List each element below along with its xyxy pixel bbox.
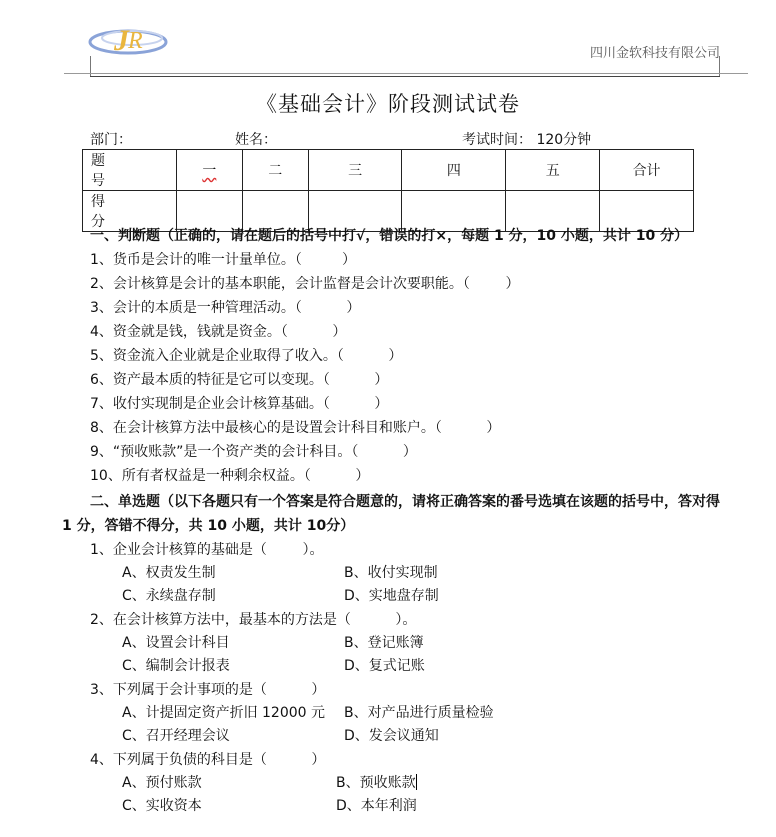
option-d: D、本年利润 bbox=[336, 798, 417, 814]
question-item: 2、会计核算是会计的基本职能，会计监督是会计次要职能。（ ） bbox=[90, 276, 520, 292]
table-cell: 合计 bbox=[600, 150, 694, 191]
svg-text:R: R bbox=[128, 28, 143, 54]
text-cursor bbox=[416, 774, 417, 790]
table-cell: 四 bbox=[402, 150, 506, 191]
header-rule bbox=[64, 73, 748, 74]
option-d: D、复式记账 bbox=[344, 658, 425, 674]
question-item: 6、资产最本质的特征是它可以变现。（ ） bbox=[90, 372, 389, 388]
score-table bbox=[82, 149, 694, 232]
name-label: 姓名： bbox=[235, 132, 277, 148]
department-label: 部门： bbox=[90, 132, 132, 148]
question-item: 10、所有者权益是一种剩余权益。（ ） bbox=[90, 468, 370, 484]
question-item: 4、资金就是钱，钱就是资金。（ ） bbox=[90, 324, 347, 340]
option-row bbox=[62, 562, 726, 585]
option-a: A、预付账款 bbox=[122, 775, 202, 791]
option-c: C、实收资本 bbox=[122, 798, 202, 814]
table-cell bbox=[176, 150, 242, 191]
question-item: 3、会计的本质是一种管理活动。（ ） bbox=[90, 300, 361, 316]
option-c: C、召开经理会议 bbox=[122, 728, 230, 744]
option-b-text: B、预收账款 bbox=[336, 775, 416, 791]
question-item: 3、下列属于会计事项的是（ ） bbox=[90, 682, 326, 698]
option-d: D、发会议通知 bbox=[344, 728, 439, 744]
question-item: 4、下列属于负债的科目是（ ） bbox=[90, 752, 326, 768]
question-item: 8、在会计核算方法中最核心的是设置会计科目和账户。（ ） bbox=[90, 420, 501, 436]
table-cell: 五 bbox=[506, 150, 600, 191]
question-item: 5、资金流入企业就是企业取得了收入。（ ） bbox=[90, 348, 403, 364]
option-a: A、计提固定资产折旧 12000 元 bbox=[122, 705, 326, 721]
table-cell: 得 分 bbox=[83, 191, 177, 232]
option-row bbox=[62, 632, 726, 655]
question-item: 1、货币是会计的唯一计量单位。（ ） bbox=[90, 252, 356, 268]
option-row bbox=[62, 655, 726, 678]
option-a: A、设置会计科目 bbox=[122, 635, 230, 651]
table-cell: 二 bbox=[242, 150, 308, 191]
option-row bbox=[62, 772, 726, 795]
option-b: B、登记账簿 bbox=[344, 635, 424, 651]
option-row bbox=[62, 585, 726, 608]
header-rule-inner bbox=[90, 76, 720, 77]
section-heading: 一、判断题（正确的，请在题后的括号中打√，错误的打×，每题 1 分，10 小题，共计 10 分） bbox=[90, 228, 689, 244]
question-item: 1、企业会计核算的基础是（ ）。 bbox=[90, 542, 324, 558]
company-name: 四川金软科技有限公司 bbox=[589, 46, 720, 61]
question-item: 9、“预收账款”是一个资产类的会计科目。（ ） bbox=[90, 444, 417, 460]
option-row bbox=[62, 702, 726, 725]
option-b: B、对产品进行质量检验 bbox=[344, 705, 494, 721]
option-c: C、永续盘存制 bbox=[122, 588, 216, 604]
question-item: 2、在会计核算方法中，最基本的方法是（ ）。 bbox=[90, 612, 417, 628]
exam-body bbox=[62, 222, 726, 818]
table-cell-text: 一 bbox=[202, 163, 217, 179]
option-b: B、收付实现制 bbox=[344, 565, 438, 581]
option-row bbox=[62, 795, 726, 818]
option-d: D、实地盘存制 bbox=[344, 588, 439, 604]
document-title: 《基础会计》阶段测试试卷 bbox=[256, 92, 520, 116]
question-item: 7、收付实现制是企业会计核算基础。（ ） bbox=[90, 396, 389, 412]
option-b bbox=[336, 772, 417, 795]
table-cell: 题 号 bbox=[83, 150, 177, 191]
option-row bbox=[62, 725, 726, 748]
option-c: C、编制会计报表 bbox=[122, 658, 230, 674]
svg-text:J: J bbox=[114, 24, 129, 57]
exam-time-label: 考试时间： 120分钟 bbox=[462, 132, 592, 148]
score-table-header-row bbox=[83, 150, 694, 191]
section-heading: 二、单选题（以下各题只有一个答案是符合题意的，请将正确答案的番号选填在该题的括号中，答对得 1 分，答错不得分，共 10 小题，共计 10分） bbox=[62, 494, 720, 534]
table-cell: 三 bbox=[308, 150, 402, 191]
company-logo-icon bbox=[88, 18, 172, 60]
option-a: A、权责发生制 bbox=[122, 565, 216, 581]
